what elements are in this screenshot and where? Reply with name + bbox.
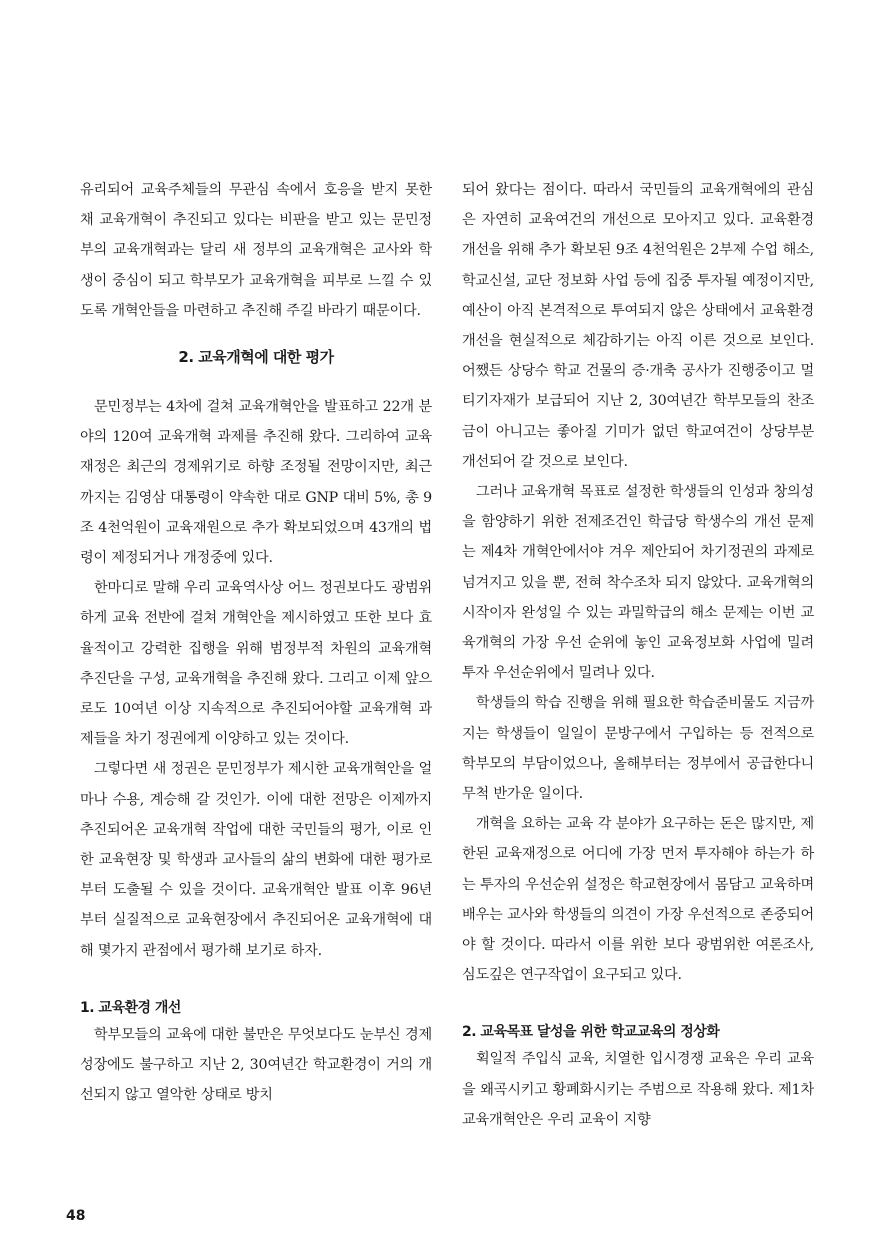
body-paragraph: 그러나 교육개혁 목표로 설정한 학생들의 인성과 창의성을 함양하기 위한 전제조건인 학급당 학생수의 개선 문제는 제4차 개혁안에서야 겨우 제안되어 차기정권의 과제로 넘겨지고 있을 뿐, 전혀 착수조차 되지 않았다. 교육개혁의 시작이자 완성일 수 있는 과밀학급의 해소 문제는 이번 교육개혁의 가장 우선 순위에 놓인 교육정보화 사업에 밀려 투자 우선순위에서 밀려나 있다. — [462, 484, 814, 682]
body-paragraph: 한마디로 말해 우리 교육역사상 어느 정권보다도 광범위하게 교육 전반에 걸쳐 개혁안을 제시하였고 또한 보다 효율적이고 강력한 집행을 위해 범정부적 차원의 교육개혁 추진단을 구성, 교육개혁을 추진해 왔다. 그리고 이제 앞으로도 10여년 이상 지속적으로 추진되어야할 교육개혁 과제들을 차기 정권에게 이양하고 있는 것이다. — [80, 580, 432, 748]
subsection-heading: 2. 교육목표 달성을 위한 학교교육의 정상화 — [462, 1024, 720, 1041]
body-paragraph: 학부모들의 교육에 대한 불만은 무엇보다도 눈부신 경제성장에도 불구하고 지난 2, 30여년간 학교환경이 거의 개선되지 않고 열악한 상태로 방치 — [80, 1026, 432, 1104]
body-paragraph: 학생들의 학습 진행을 위해 필요한 학습준비물도 지금까지는 학생들이 일일이 문방구에서 구입하는 등 전적으로 학부모의 부담이었으나, 올해부터는 정부에서 공급한다니 무척 반가운 일이다. — [462, 695, 814, 803]
body-paragraph: 유리되어 교육주체들의 무관심 속에서 호응을 받지 못한 채 교육개혁이 추진되고 있다는 비판을 받고 있는 문민정부의 교육개혁과는 달리 새 정부의 교육개혁은 교사와 학생이 중심이 되고 학부모가 교육개혁을 피부로 느낄 수 있도록 개혁안들을 마련하고 추진해 주길 바라기 때문이다. — [80, 182, 432, 319]
body-paragraph: 그렇다면 새 정권은 문민정부가 제시한 교육개혁안을 얼마나 수용, 계승해 갈 것인가. 이에 대한 전망은 이제까지 추진되어온 교육개혁 작업에 대한 국민들의 평가, 이로 인한 교육현장 및 학생과 교사들의 삶의 변화에 대한 평가로부터 도출될 수 있을 것이다. 교육개혁안 발표 이후 96년부터 실질적으로 교육현장에서 추진되어온 교육개혁에 대해 몇가지 관점에서 평가해 보기로 하자. — [80, 761, 432, 959]
body-paragraph: 문민정부는 4차에 걸쳐 교육개혁안을 발표하고 22개 분야의 120여 교육개혁 과제를 추진해 왔다. 그리하여 교육재정은 최근의 경제위기로 하향 조정될 전망이지만, 최근까지는 김영삼 대통령이 약속한 대로 GNP 대비 5%, 총 9조 4천억원이 교육재원으로 추가 확보되었으며 43개의 법령이 제정되거나 개정중에 있다. — [80, 399, 432, 567]
right-column — [462, 175, 814, 1135]
left-column — [80, 175, 432, 1110]
body-paragraph: 개혁을 요하는 교육 각 분야가 요구하는 돈은 많지만, 제한된 교육재정으로 어디에 가장 먼저 투자해야 하는가 하는 투자의 우선순위 설정은 학교현장에서 몸담고 교육하며 배우는 교사와 학생들의 의견이 가장 우선적으로 존중되어야 할 것이다. 따라서 이를 위한 보다 광범위한 여론조사, 심도깊은 연구작업이 요구되고 있다. — [462, 816, 814, 984]
body-paragraph: 되어 왔다는 점이다. 따라서 국민들의 교육개혁에의 관심은 자연히 교육여건의 개선으로 모아지고 있다. 교육환경 개선을 위해 추가 확보된 9조 4천억원은 2부제 수업 해소, 학교신설, 교단 정보화 사업 등에 집중 투자될 예정이지만, 예산이 아직 본격적으로 투여되지 않은 상태에서 교육환경 개선을 현실적으로 체감하기는 아직 이른 것으로 보인다. 어쨌든 상당수 학교 건물의 증·개축 공사가 진행중이고 멀티기자재가 보급되어 지난 2, 30여년간 학부모들의 찬조금이 아니고는 좋아질 기미가 없던 학교여건이 상당부분 개선되어 갈 것으로 보인다. — [462, 182, 814, 470]
subsection-heading: 1. 교육환경 개선 — [80, 999, 181, 1016]
body-paragraph: 획일적 주입식 교육, 치열한 입시경쟁 교육은 우리 교육을 왜곡시키고 황폐화시키는 주범으로 작용해 왔다. 제1차 교육개혁안은 우리 교육이 지향 — [462, 1051, 814, 1128]
section-heading: 2. 교육개혁에 대한 평가 — [178, 348, 334, 367]
page-number: 48 — [66, 1208, 86, 1224]
